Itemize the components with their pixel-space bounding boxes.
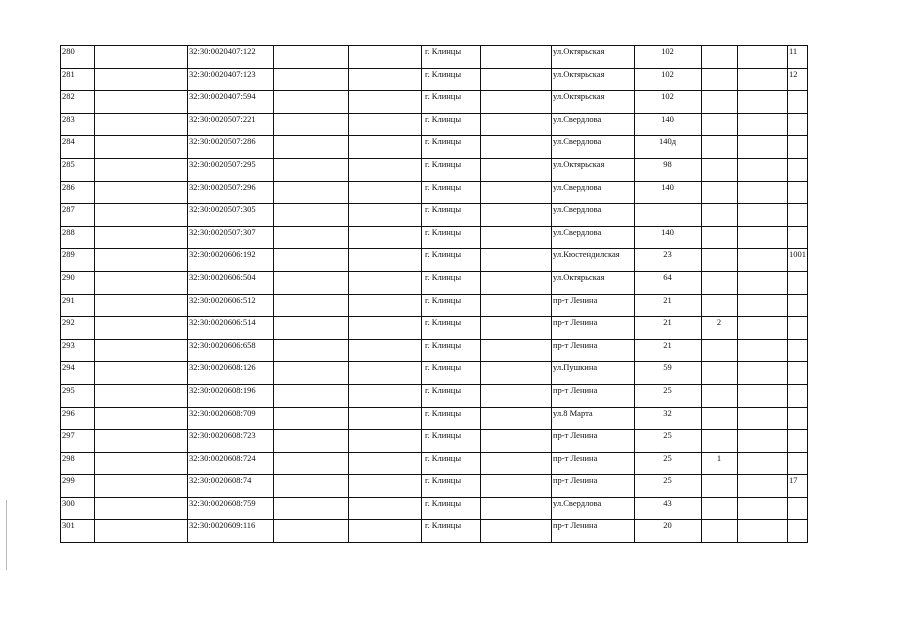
cadastral-number-cell: 32:30:0020507:221	[188, 113, 274, 136]
row-number-cell: 294	[61, 362, 95, 385]
cadastral-number-cell: 32:30:0020608:723	[188, 430, 274, 453]
empty-cell	[95, 430, 188, 453]
house-number-cell: 20	[635, 520, 702, 543]
extra-number-cell: 12	[788, 68, 808, 91]
extra-number-cell	[788, 384, 808, 407]
empty-cell	[95, 136, 188, 159]
empty-cell	[274, 520, 349, 543]
empty-cell	[481, 91, 552, 114]
empty-cell	[349, 204, 422, 227]
registry-table-body	[61, 46, 808, 543]
house-number-cell: 43	[635, 497, 702, 520]
cadastral-number-cell: 32:30:0020507:286	[188, 136, 274, 159]
house-number-cell: 102	[635, 68, 702, 91]
empty-cell	[738, 430, 788, 453]
row-number-cell: 281	[61, 68, 95, 91]
cadastral-number-cell: 32:30:0020609:116	[188, 520, 274, 543]
cadastral-number-cell: 32:30:0020407:123	[188, 68, 274, 91]
empty-cell	[481, 294, 552, 317]
row-number-cell: 288	[61, 226, 95, 249]
row-number-cell: 290	[61, 271, 95, 294]
apartment-cell	[702, 113, 738, 136]
empty-cell	[95, 271, 188, 294]
cadastral-number-cell: 32:30:0020608:126	[188, 362, 274, 385]
row-number-cell: 287	[61, 204, 95, 227]
table-row	[61, 475, 808, 498]
city-cell: г. Клинцы	[422, 407, 481, 430]
empty-cell	[738, 181, 788, 204]
extra-number-cell	[788, 497, 808, 520]
empty-cell	[738, 339, 788, 362]
house-number-cell: 102	[635, 46, 702, 69]
row-number-cell: 296	[61, 407, 95, 430]
empty-cell	[481, 339, 552, 362]
apartment-cell	[702, 181, 738, 204]
house-number-cell: 102	[635, 91, 702, 114]
empty-cell	[738, 204, 788, 227]
house-number-cell: 64	[635, 271, 702, 294]
extra-number-cell	[788, 339, 808, 362]
street-cell: ул.Октярьская	[552, 46, 635, 69]
house-number-cell: 21	[635, 294, 702, 317]
empty-cell	[349, 68, 422, 91]
empty-cell	[274, 91, 349, 114]
empty-cell	[95, 294, 188, 317]
apartment-cell	[702, 226, 738, 249]
cadastral-number-cell: 32:30:0020608:759	[188, 497, 274, 520]
empty-cell	[95, 475, 188, 498]
table-row	[61, 497, 808, 520]
city-cell: г. Клинцы	[422, 136, 481, 159]
house-number-cell: 21	[635, 339, 702, 362]
house-number-cell: 32	[635, 407, 702, 430]
empty-cell	[95, 91, 188, 114]
apartment-cell: 2	[702, 317, 738, 340]
row-number-cell: 293	[61, 339, 95, 362]
extra-number-cell	[788, 294, 808, 317]
house-number-cell: 25	[635, 430, 702, 453]
empty-cell	[349, 249, 422, 272]
house-number-cell: 140	[635, 181, 702, 204]
empty-cell	[274, 249, 349, 272]
city-cell: г. Клинцы	[422, 68, 481, 91]
table-row	[61, 520, 808, 543]
empty-cell	[274, 452, 349, 475]
empty-cell	[95, 226, 188, 249]
city-cell: г. Клинцы	[422, 520, 481, 543]
street-cell: ул.Свердлова	[552, 497, 635, 520]
house-number-cell: 140	[635, 113, 702, 136]
apartment-cell	[702, 294, 738, 317]
table-row	[61, 226, 808, 249]
cadastral-number-cell: 32:30:0020507:305	[188, 204, 274, 227]
table-row	[61, 339, 808, 362]
street-cell: ул.Октярьская	[552, 68, 635, 91]
empty-cell	[481, 407, 552, 430]
empty-cell	[738, 294, 788, 317]
table-row	[61, 294, 808, 317]
street-cell: пр-т Ленина	[552, 475, 635, 498]
empty-cell	[349, 226, 422, 249]
empty-cell	[481, 204, 552, 227]
empty-cell	[481, 249, 552, 272]
empty-cell	[274, 271, 349, 294]
row-number-cell: 284	[61, 136, 95, 159]
house-number-cell	[635, 204, 702, 227]
empty-cell	[349, 158, 422, 181]
empty-cell	[349, 384, 422, 407]
city-cell: г. Клинцы	[422, 204, 481, 227]
empty-cell	[481, 384, 552, 407]
empty-cell	[274, 158, 349, 181]
empty-cell	[274, 317, 349, 340]
empty-cell	[349, 181, 422, 204]
apartment-cell	[702, 384, 738, 407]
empty-cell	[349, 317, 422, 340]
empty-cell	[274, 136, 349, 159]
extra-number-cell: 17	[788, 475, 808, 498]
street-cell: пр-т Ленина	[552, 430, 635, 453]
table-row	[61, 362, 808, 385]
table-row	[61, 46, 808, 69]
row-number-cell: 283	[61, 113, 95, 136]
street-cell: пр-т Ленина	[552, 384, 635, 407]
street-cell: пр-т Ленина	[552, 294, 635, 317]
empty-cell	[95, 46, 188, 69]
row-number-cell: 297	[61, 430, 95, 453]
apartment-cell: 1	[702, 452, 738, 475]
empty-cell	[349, 136, 422, 159]
empty-cell	[738, 317, 788, 340]
apartment-cell	[702, 136, 738, 159]
empty-cell	[738, 158, 788, 181]
property-registry-table	[60, 45, 808, 543]
street-cell: ул.Свердлова	[552, 136, 635, 159]
empty-cell	[95, 339, 188, 362]
extra-number-cell	[788, 430, 808, 453]
empty-cell	[274, 46, 349, 69]
empty-cell	[95, 158, 188, 181]
table-row	[61, 181, 808, 204]
empty-cell	[95, 249, 188, 272]
house-number-cell: 59	[635, 362, 702, 385]
table-row	[61, 91, 808, 114]
table-row	[61, 249, 808, 272]
street-cell: ул.Кюстендилская	[552, 249, 635, 272]
row-number-cell: 291	[61, 294, 95, 317]
street-cell: ул.8 Марта	[552, 407, 635, 430]
empty-cell	[481, 317, 552, 340]
empty-cell	[349, 362, 422, 385]
row-number-cell: 298	[61, 452, 95, 475]
empty-cell	[95, 452, 188, 475]
table-row	[61, 136, 808, 159]
empty-cell	[95, 68, 188, 91]
empty-cell	[481, 68, 552, 91]
row-number-cell: 286	[61, 181, 95, 204]
empty-cell	[349, 46, 422, 69]
empty-cell	[349, 475, 422, 498]
empty-cell	[349, 113, 422, 136]
empty-cell	[95, 362, 188, 385]
cadastral-number-cell: 32:30:0020407:122	[188, 46, 274, 69]
cadastral-number-cell: 32:30:0020507:295	[188, 158, 274, 181]
apartment-cell	[702, 475, 738, 498]
city-cell: г. Клинцы	[422, 271, 481, 294]
row-number-cell: 282	[61, 91, 95, 114]
table-row	[61, 271, 808, 294]
street-cell: ул.Свердлова	[552, 226, 635, 249]
cadastral-number-cell: 32:30:0020407:594	[188, 91, 274, 114]
house-number-cell: 25	[635, 475, 702, 498]
empty-cell	[349, 430, 422, 453]
city-cell: г. Клинцы	[422, 362, 481, 385]
empty-cell	[738, 226, 788, 249]
row-number-cell: 299	[61, 475, 95, 498]
table-row	[61, 384, 808, 407]
empty-cell	[274, 384, 349, 407]
empty-cell	[738, 68, 788, 91]
empty-cell	[738, 271, 788, 294]
extra-number-cell	[788, 204, 808, 227]
empty-cell	[95, 317, 188, 340]
apartment-cell	[702, 407, 738, 430]
extra-number-cell	[788, 91, 808, 114]
extra-number-cell	[788, 452, 808, 475]
empty-cell	[481, 271, 552, 294]
empty-cell	[274, 204, 349, 227]
house-number-cell: 140	[635, 226, 702, 249]
row-number-cell: 300	[61, 497, 95, 520]
empty-cell	[349, 339, 422, 362]
extra-number-cell: 11	[788, 46, 808, 69]
city-cell: г. Клинцы	[422, 249, 481, 272]
empty-cell	[274, 339, 349, 362]
city-cell: г. Клинцы	[422, 452, 481, 475]
cadastral-number-cell: 32:30:0020608:74	[188, 475, 274, 498]
street-cell: пр-т Ленина	[552, 339, 635, 362]
row-number-cell: 280	[61, 46, 95, 69]
empty-cell	[274, 294, 349, 317]
apartment-cell	[702, 249, 738, 272]
city-cell: г. Клинцы	[422, 475, 481, 498]
empty-cell	[738, 475, 788, 498]
extra-number-cell: 1001	[788, 249, 808, 272]
empty-cell	[95, 520, 188, 543]
cadastral-number-cell: 32:30:0020606:192	[188, 249, 274, 272]
empty-cell	[349, 407, 422, 430]
empty-cell	[738, 497, 788, 520]
empty-cell	[349, 497, 422, 520]
street-cell: ул.Свердлова	[552, 181, 635, 204]
street-cell: ул.Октярьская	[552, 91, 635, 114]
city-cell: г. Клинцы	[422, 430, 481, 453]
row-number-cell: 285	[61, 158, 95, 181]
extra-number-cell	[788, 362, 808, 385]
empty-cell	[481, 136, 552, 159]
street-cell: ул.Октярьская	[552, 158, 635, 181]
empty-cell	[274, 475, 349, 498]
city-cell: г. Клинцы	[422, 317, 481, 340]
street-cell: пр-т Ленина	[552, 452, 635, 475]
apartment-cell	[702, 430, 738, 453]
house-number-cell: 21	[635, 317, 702, 340]
row-number-cell: 289	[61, 249, 95, 272]
empty-cell	[274, 407, 349, 430]
empty-cell	[738, 249, 788, 272]
house-number-cell: 23	[635, 249, 702, 272]
extra-number-cell	[788, 226, 808, 249]
empty-cell	[274, 226, 349, 249]
street-cell: ул.Октярьская	[552, 271, 635, 294]
empty-cell	[481, 226, 552, 249]
empty-cell	[738, 362, 788, 385]
city-cell: г. Клинцы	[422, 294, 481, 317]
apartment-cell	[702, 204, 738, 227]
empty-cell	[738, 452, 788, 475]
extra-number-cell	[788, 113, 808, 136]
street-cell: ул.Свердлова	[552, 113, 635, 136]
apartment-cell	[702, 91, 738, 114]
empty-cell	[481, 181, 552, 204]
empty-cell	[349, 452, 422, 475]
city-cell: г. Клинцы	[422, 113, 481, 136]
city-cell: г. Клинцы	[422, 158, 481, 181]
empty-cell	[481, 430, 552, 453]
empty-cell	[95, 384, 188, 407]
apartment-cell	[702, 158, 738, 181]
empty-cell	[738, 384, 788, 407]
cadastral-number-cell: 32:30:0020507:296	[188, 181, 274, 204]
extra-number-cell	[788, 181, 808, 204]
house-number-cell: 25	[635, 452, 702, 475]
empty-cell	[95, 181, 188, 204]
empty-cell	[274, 497, 349, 520]
empty-cell	[95, 407, 188, 430]
empty-cell	[738, 520, 788, 543]
row-number-cell: 295	[61, 384, 95, 407]
empty-cell	[738, 46, 788, 69]
cadastral-number-cell: 32:30:0020606:504	[188, 271, 274, 294]
apartment-cell	[702, 520, 738, 543]
empty-cell	[95, 204, 188, 227]
empty-cell	[738, 91, 788, 114]
extra-number-cell	[788, 271, 808, 294]
empty-cell	[481, 158, 552, 181]
extra-number-cell	[788, 158, 808, 181]
table-row	[61, 113, 808, 136]
empty-cell	[481, 46, 552, 69]
street-cell: ул.Свердлова	[552, 204, 635, 227]
table-row	[61, 158, 808, 181]
table-row	[61, 452, 808, 475]
empty-cell	[349, 520, 422, 543]
cadastral-number-cell: 32:30:0020606:512	[188, 294, 274, 317]
cadastral-number-cell: 32:30:0020507:307	[188, 226, 274, 249]
scan-margin-line	[6, 500, 7, 570]
house-number-cell: 98	[635, 158, 702, 181]
empty-cell	[738, 407, 788, 430]
table-row	[61, 407, 808, 430]
empty-cell	[274, 181, 349, 204]
apartment-cell	[702, 46, 738, 69]
empty-cell	[481, 475, 552, 498]
empty-cell	[274, 362, 349, 385]
empty-cell	[274, 113, 349, 136]
empty-cell	[274, 430, 349, 453]
apartment-cell	[702, 497, 738, 520]
empty-cell	[274, 68, 349, 91]
cadastral-number-cell: 32:30:0020606:514	[188, 317, 274, 340]
empty-cell	[349, 271, 422, 294]
empty-cell	[481, 520, 552, 543]
apartment-cell	[702, 271, 738, 294]
house-number-cell: 140д	[635, 136, 702, 159]
street-cell: пр-т Ленина	[552, 317, 635, 340]
table-row	[61, 204, 808, 227]
cadastral-number-cell: 32:30:0020606:658	[188, 339, 274, 362]
street-cell: ул.Пушкина	[552, 362, 635, 385]
table-row	[61, 430, 808, 453]
extra-number-cell	[788, 520, 808, 543]
apartment-cell	[702, 362, 738, 385]
empty-cell	[95, 113, 188, 136]
empty-cell	[738, 136, 788, 159]
apartment-cell	[702, 68, 738, 91]
cadastral-number-cell: 32:30:0020608:709	[188, 407, 274, 430]
city-cell: г. Клинцы	[422, 226, 481, 249]
row-number-cell: 301	[61, 520, 95, 543]
empty-cell	[481, 497, 552, 520]
cadastral-number-cell: 32:30:0020608:196	[188, 384, 274, 407]
empty-cell	[738, 113, 788, 136]
empty-cell	[481, 452, 552, 475]
house-number-cell: 25	[635, 384, 702, 407]
table-row	[61, 68, 808, 91]
street-cell: пр-т Ленина	[552, 520, 635, 543]
empty-cell	[349, 294, 422, 317]
extra-number-cell	[788, 136, 808, 159]
row-number-cell: 292	[61, 317, 95, 340]
extra-number-cell	[788, 407, 808, 430]
empty-cell	[349, 91, 422, 114]
table-row	[61, 317, 808, 340]
city-cell: г. Клинцы	[422, 91, 481, 114]
city-cell: г. Клинцы	[422, 181, 481, 204]
apartment-cell	[702, 339, 738, 362]
cadastral-number-cell: 32:30:0020608:724	[188, 452, 274, 475]
empty-cell	[481, 113, 552, 136]
city-cell: г. Клинцы	[422, 46, 481, 69]
extra-number-cell	[788, 317, 808, 340]
city-cell: г. Клинцы	[422, 384, 481, 407]
empty-cell	[95, 497, 188, 520]
city-cell: г. Клинцы	[422, 497, 481, 520]
city-cell: г. Клинцы	[422, 339, 481, 362]
empty-cell	[481, 362, 552, 385]
